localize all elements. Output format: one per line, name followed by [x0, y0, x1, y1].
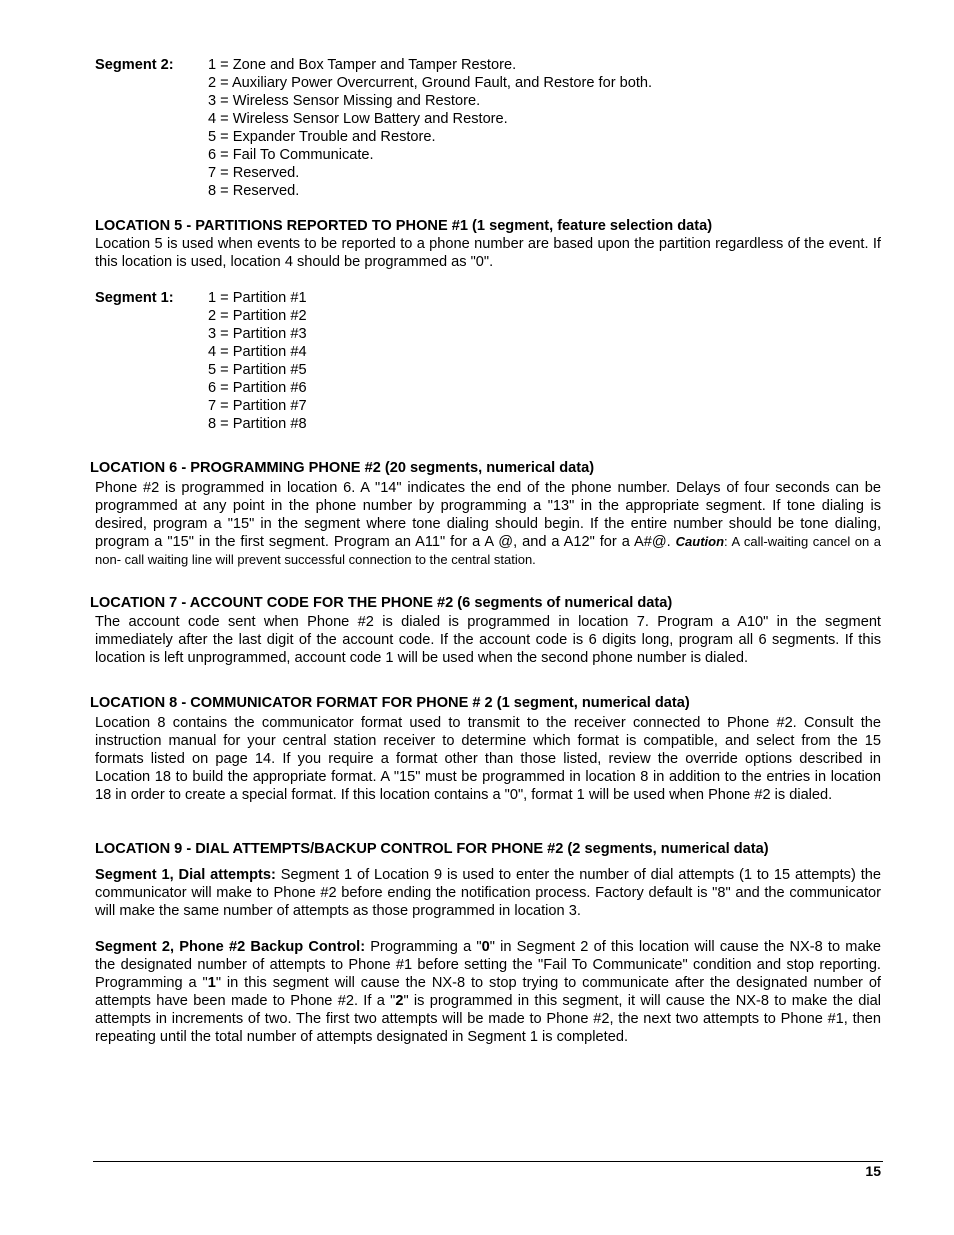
location-6-text: Phone #2 is programmed in location 6. A "14" indicates the end of the phone number. Delays of four seconds can be programmed at any point in the phone number by programming a "13" in the appropriate segment. If tone dialing is desired, program a "15" in the segment where tone dialing should begin. If the entire number should be tone dialing, program a "15" in the first segment. Program an A11" for a A @, and a A12" for a A#@. — [95, 480, 881, 550]
list-item: 5 = Partition #5 — [208, 362, 307, 378]
backup-control-text: " is programmed in this segment, it will cause the NX-8 to make the dial attempts in increments of two. The first two attempts will be made to Phone #2, the next two attempts to Phone #1, then repeating until the total number of attempts designated in Segment 1 is completed. — [95, 993, 882, 1045]
dial-attempts-label: Segment 1, Dial attempts: — [95, 867, 276, 883]
list-item: 6 = Fail To Communicate. — [208, 147, 374, 163]
value-2: 2 — [395, 993, 404, 1009]
backup-control-label: Segment 2, Phone #2 Backup Control: — [95, 939, 366, 955]
value-0: 0 — [481, 939, 490, 955]
list-item: 3 = Wireless Sensor Missing and Restore. — [208, 93, 481, 109]
list-item: 3 = Partition #3 — [208, 326, 307, 342]
location-8-heading: LOCATION 8 - COMMUNICATOR FORMAT FOR PHONE # 2 (1 segment, numerical data) — [90, 695, 690, 711]
list-item: 5 = Expander Trouble and Restore. — [208, 129, 436, 145]
value-1: 1 — [207, 975, 216, 991]
location-6-body — [95, 479, 881, 569]
segment-1-label: Segment 1: — [95, 290, 174, 306]
location-8-body: Location 8 contains the communicator format used to transmit to the receiver connected to Phone #2. Consult the instruction manual for your central station receiver to determine which format is compatible, and select from the 15 formats listed on page 14. If you require a format other than those listed, review the override options described in Location 18 to build the appropriate format. A "15" must be programmed in location 8 in addition to the entries in location 18 in order to create a special format. If this location contains a "0", format 1 will be used when Phone #2 is dialed. — [95, 715, 881, 803]
backup-control-text: Programming a " — [365, 939, 482, 955]
list-item: 1 = Partition #1 — [208, 290, 307, 306]
list-item: 4 = Wireless Sensor Low Battery and Restore. — [208, 111, 508, 127]
caution-text: : A call-waiting cancel on a non- call waiting line will prevent successful connection to the central station. — [95, 534, 881, 567]
backup-control-paragraph — [95, 938, 881, 1046]
list-item: 6 = Partition #6 — [208, 380, 307, 396]
list-item: 4 = Partition #4 — [208, 344, 307, 360]
location-7-body: The account code sent when Phone #2 is dialed is programmed in location 7. Program a A10" in the segment immediately after the last digit of the account code. If the account code is 6 digits long, program all 6 segments. If this location is left unprogrammed, account code 1 will be used when the second phone number is dialed. — [95, 614, 881, 666]
dial-attempts-text: Segment 1 of Location 9 is used to enter the number of dial attempts (1 to 15 attempts) the communicator will make to Phone #2 before ending the notification process. Factory default is "8" and the communicator will make the same number of attempts as those programmed in location 3. — [95, 867, 881, 919]
location-7-heading: LOCATION 7 - ACCOUNT CODE FOR THE PHONE #2 (6 segments of numerical data) — [90, 595, 673, 611]
dial-attempts-paragraph — [95, 866, 881, 920]
list-item: 8 = Partition #8 — [208, 416, 307, 432]
backup-control-text: " in Segment 2 of this location will cause the NX-8 to make the designated number of attempts to Phone #1 before setting the "Fail To Communicate" condition and stop reporting. Programming a " — [95, 939, 881, 991]
list-item: 2 = Partition #2 — [208, 308, 307, 324]
location-5-body: Location 5 is used when events to be reported to a phone number are based upon the partition regardless of the event. If this location is used, location 4 should be programmed as "0". — [95, 236, 881, 270]
backup-control-text: " in this segment will cause the NX-8 to stop trying to communicate after the designated number of attempts have been made to Phone #2. If a " — [95, 975, 881, 1009]
segment-2-label: Segment 2: — [95, 57, 174, 73]
location-9-heading: LOCATION 9 - DIAL ATTEMPTS/BACKUP CONTROL FOR PHONE #2 (2 segments, numerical data) — [95, 841, 769, 857]
list-item: 2 = Auxiliary Power Overcurrent, Ground Fault, and Restore for both. — [208, 75, 653, 91]
list-item: 1 = Zone and Box Tamper and Tamper Restore. — [208, 57, 517, 73]
list-item: 7 = Reserved. — [208, 165, 300, 181]
location-5-heading: LOCATION 5 - PARTITIONS REPORTED TO PHONE #1 (1 segment, feature selection data) — [95, 218, 713, 234]
list-item: 8 = Reserved. — [208, 183, 300, 199]
list-item: 7 = Partition #7 — [208, 398, 307, 414]
location-6-heading: LOCATION 6 - PROGRAMMING PHONE #2 (20 segments, numerical data) — [90, 460, 595, 476]
caution-label: Caution — [675, 534, 725, 549]
page-number: 15 — [865, 1163, 881, 1179]
footer-divider — [93, 1161, 883, 1162]
